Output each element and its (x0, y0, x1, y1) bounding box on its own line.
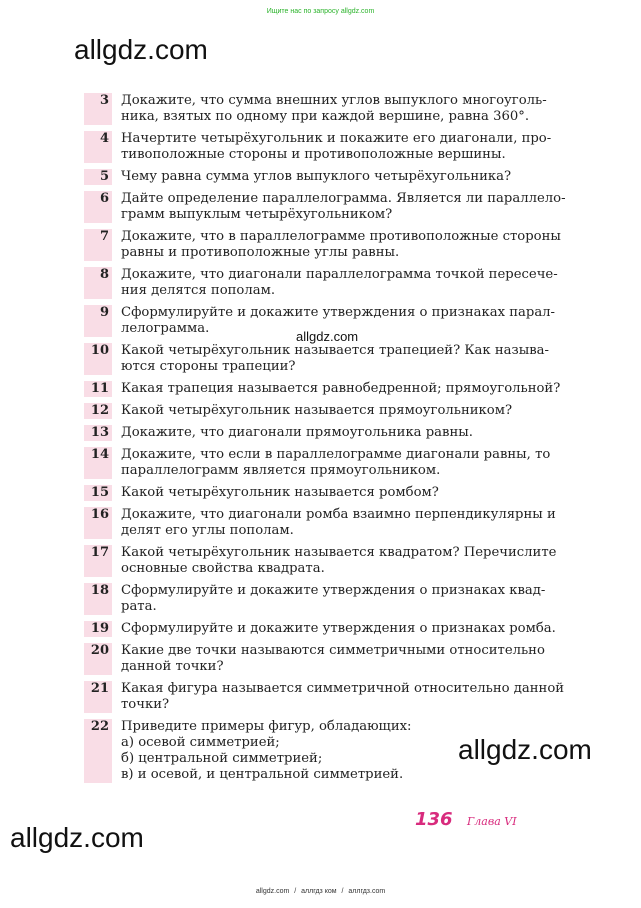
question-item (84, 93, 586, 125)
question-number: 8 (84, 267, 112, 299)
page-number: 136 (415, 809, 453, 830)
question-item (84, 681, 586, 713)
bottom-link[interactable]: allgdz.com (255, 888, 290, 895)
separator: / (341, 888, 344, 895)
watermark-logo: allgdz.com (10, 822, 144, 853)
question-text (121, 425, 586, 441)
question-line: Какой четырёхугольник называется трапецией? Как называ- (121, 343, 549, 358)
question-line: равны и противоположные углы равны. (121, 245, 400, 260)
question-number: 3 (84, 93, 112, 125)
question-item (84, 485, 586, 501)
question-line: а) осевой симметрией; (121, 735, 280, 750)
question-line: ния делятся пополам. (121, 283, 276, 298)
question-text (121, 485, 586, 501)
question-text (121, 267, 586, 299)
question-item (84, 719, 586, 783)
watermark-logo: allgdz.com (296, 329, 359, 344)
question-line: Сформулируйте и докажите утверждения о признаках ромба. (121, 621, 556, 636)
question-number: 10 (84, 343, 112, 375)
question-item (84, 169, 586, 185)
top-search-link[interactable]: Ищите нас по запросу allgdz.com (266, 8, 375, 15)
question-number: 4 (84, 131, 112, 163)
question-line: Сформулируйте и докажите утверждения о признаках квад- (121, 583, 546, 598)
question-item (84, 643, 586, 675)
question-line: Дайте определение параллелограмма. Является ли параллело- (121, 191, 566, 206)
question-line: Докажите, что сумма внешних углов выпуклого многоуголь- (121, 93, 547, 108)
question-line: Какой четырёхугольник называется прямоугольником? (121, 403, 513, 418)
question-line: Начертите четырёхугольник и покажите его диагонали, про- (121, 131, 552, 146)
question-item (84, 229, 586, 261)
question-list (84, 93, 586, 789)
question-text (121, 403, 586, 419)
question-line: Какой четырёхугольник называется ромбом? (121, 485, 439, 500)
question-text (121, 191, 586, 223)
question-number: 16 (84, 507, 112, 539)
question-item (84, 447, 586, 479)
question-text (121, 621, 586, 637)
question-item (84, 267, 586, 299)
question-line: Какой четырёхугольник называется квадратом? Перечислите (121, 545, 557, 560)
question-line: ника, взятых по одному при каждой вершине, равна 360°. (121, 109, 530, 124)
question-line: грамм выпуклым четырёхугольником? (121, 207, 393, 222)
bottom-links (0, 888, 641, 895)
question-line: тивоположные стороны и противоположные вершины. (121, 147, 506, 162)
question-item (84, 545, 586, 577)
question-line: рата. (121, 599, 157, 614)
question-item (84, 507, 586, 539)
question-number: 5 (84, 169, 112, 185)
question-text (121, 643, 586, 675)
question-line: Докажите, что в параллелограмме противоположные стороны (121, 229, 561, 244)
question-number: 15 (84, 485, 112, 501)
question-number: 17 (84, 545, 112, 577)
question-item (84, 305, 586, 337)
question-line: Сформулируйте и докажите утверждения о признаках парал- (121, 305, 556, 320)
question-text (121, 719, 586, 783)
question-text (121, 681, 586, 713)
question-line: Какие две точки называются симметричными относительно (121, 643, 545, 658)
question-line: лелограмма. (121, 321, 210, 336)
question-line: данной точки? (121, 659, 224, 674)
question-line: Какая трапеция называется равнобедренной; прямоугольной? (121, 381, 561, 396)
question-line: Докажите, что диагонали ромба взаимно перпендикулярны и (121, 507, 556, 522)
question-number: 13 (84, 425, 112, 441)
question-number: 7 (84, 229, 112, 261)
question-number: 14 (84, 447, 112, 479)
question-line: основные свойства квадрата. (121, 561, 325, 576)
question-text (121, 229, 586, 261)
question-text (121, 447, 586, 479)
separator: / (294, 888, 297, 895)
question-text (121, 93, 586, 125)
bottom-link[interactable]: аллгдз ком (301, 888, 337, 895)
question-item (84, 425, 586, 441)
question-item (84, 343, 586, 375)
question-text (121, 583, 586, 615)
question-line: Докажите, что если в параллелограмме диагонали равны, то (121, 447, 551, 462)
question-text (121, 381, 586, 397)
question-line: делят его углы пополам. (121, 523, 294, 538)
question-item (84, 621, 586, 637)
question-line: в) и осевой, и центральной симметрией. (121, 767, 404, 782)
question-number: 22 (84, 719, 112, 783)
question-text (121, 545, 586, 577)
question-item (84, 131, 586, 163)
question-item (84, 403, 586, 419)
question-text (121, 169, 586, 185)
question-line: Приведите примеры фигур, обладающих: (121, 719, 412, 734)
question-line: параллелограмм является прямоугольником. (121, 463, 441, 478)
question-number: 21 (84, 681, 112, 713)
question-line: ются стороны трапеции? (121, 359, 296, 374)
question-number: 18 (84, 583, 112, 615)
bottom-link[interactable]: аллгдз.com (348, 888, 386, 895)
watermark-logo: allgdz.com (458, 734, 592, 765)
question-line: точки? (121, 697, 170, 712)
question-item (84, 583, 586, 615)
chapter-label: Глава VI (467, 815, 517, 828)
question-line: Докажите, что диагонали прямоугольника равны. (121, 425, 473, 440)
question-item (84, 191, 586, 223)
question-number: 9 (84, 305, 112, 337)
question-number: 6 (84, 191, 112, 223)
question-text (121, 131, 586, 163)
question-number: 11 (84, 381, 112, 397)
watermark-logo: allgdz.com (74, 34, 208, 65)
question-text (121, 507, 586, 539)
question-text (121, 343, 586, 375)
question-item (84, 381, 586, 397)
question-number: 20 (84, 643, 112, 675)
question-number: 19 (84, 621, 112, 637)
question-line: Докажите, что диагонали параллелограмма точкой пересече- (121, 267, 558, 282)
question-line: б) центральной симметрией; (121, 751, 323, 766)
question-text (121, 305, 586, 337)
question-line: Чему равна сумма углов выпуклого четырёхугольника? (121, 169, 512, 184)
question-line: Какая фигура называется симметричной относительно данной (121, 681, 565, 696)
question-number: 12 (84, 403, 112, 419)
